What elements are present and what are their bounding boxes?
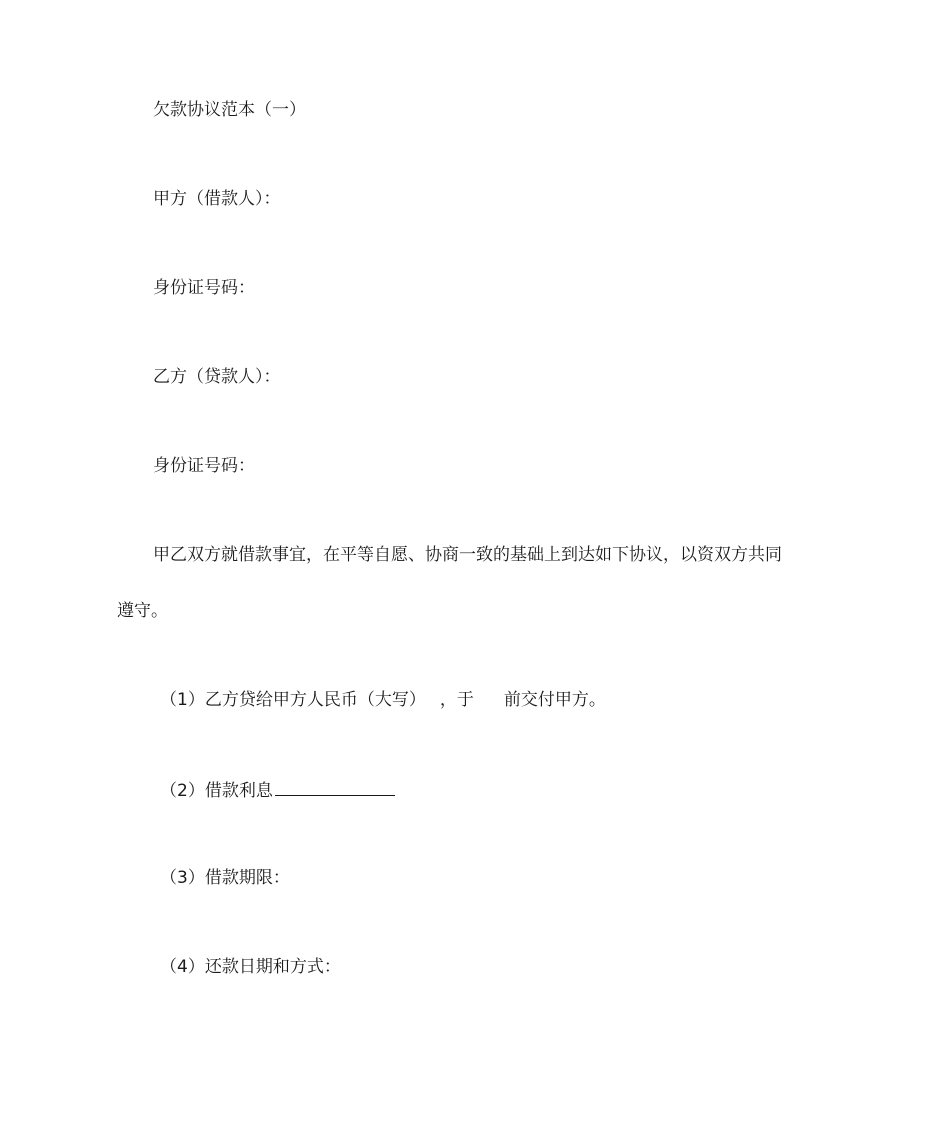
clause-2-label: （2）借款利息 — [160, 781, 273, 801]
clause-3: （3）借款期限： — [160, 868, 290, 888]
party-b-id-label: 身份证号码： — [153, 456, 255, 476]
clause-1-part-3: 前交付甲方。 — [503, 690, 606, 710]
intro-paragraph-line-2: 遵守。 — [117, 601, 168, 621]
clause-4: （4）还款日期和方式： — [160, 957, 341, 977]
clause-1-part-2: ，于 — [439, 690, 474, 710]
interest-blank-line — [275, 777, 395, 796]
clause-1-part-1: （1）乙方贷给甲方人民币（大写） — [160, 690, 426, 710]
intro-paragraph-line-1: 甲乙双方就借款事宜，在平等自愿、协商一致的基础上到达如下协议，以资双方共同 — [153, 545, 782, 565]
party-a-label: 甲方（借款人）： — [153, 189, 281, 209]
document-title: 欠款协议范本（一） — [153, 100, 306, 120]
party-a-id-label: 身份证号码： — [153, 278, 255, 298]
party-b-label: 乙方（贷款人）： — [153, 367, 281, 387]
clause-2 — [160, 777, 395, 803]
clause-1 — [160, 688, 606, 712]
